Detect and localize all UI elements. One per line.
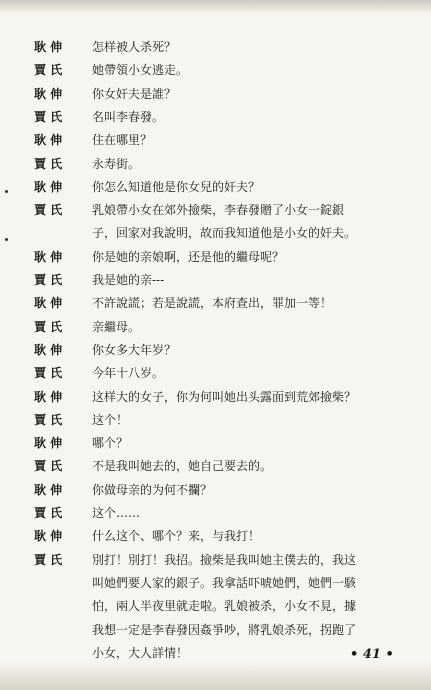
margin-dot (5, 190, 8, 193)
speech-text: 我是她的亲--- (92, 273, 165, 287)
speech-text: 乳娘帶小女在郊外撿柴，李春發贈了小女一錠銀 (92, 203, 345, 218)
scan-bottom-edge (0, 662, 431, 690)
dialogue-line (0, 128, 431, 152)
speaker-name: 賈 氏 (34, 459, 63, 474)
dialogue-line (0, 361, 431, 385)
speech-text: 你怎么知道他是你女兒的奸夫？ (92, 179, 261, 194)
speech-text: 你女多大年岁？ (92, 342, 177, 357)
speech-text: 永寿街。 (92, 156, 141, 171)
speaker-name: 耿 伸 (34, 179, 63, 194)
speaker-name: 賈 氏 (34, 319, 63, 334)
speech-continuation: 叫她們要人家的銀子。我拿話吓唬她們，她們一駭 (92, 575, 357, 590)
dialogue-line (0, 454, 431, 478)
speech-continuation: 怕，兩人半夜里就走啦。乳娘被杀，小女不見，據 (92, 599, 357, 614)
speaker-name: 耿 伸 (34, 529, 63, 544)
speaker-name: 耿 伸 (34, 436, 63, 451)
speaker-name: 耿 伸 (34, 342, 63, 357)
speaker-name: 耿 伸 (34, 482, 63, 497)
dialogue-line (0, 105, 431, 129)
speech-text: 今年十八岁。 (92, 366, 165, 381)
speaker-name: 賈 氏 (34, 109, 63, 124)
speech-text: 这样大的女子，你为何叫她出头露面到荒郊撿柴？ (92, 389, 357, 404)
speech-text: 不是我叫她去的，她自己要去的。 (92, 459, 273, 474)
dialogue-line (0, 431, 431, 455)
speech-text: 你女奸夫是誰？ (92, 86, 177, 101)
speech-continuation: 子，回家对我說明，故而我知道他是小女的奸夫。 (92, 226, 357, 241)
dialogue-line (0, 408, 431, 432)
dialogue-line (0, 385, 431, 409)
speaker-name: 賈 氏 (34, 273, 63, 287)
dialogue-line (0, 571, 431, 595)
speaker-name: 耿 伸 (34, 389, 63, 404)
speech-text: 这个…… (92, 506, 141, 520)
dialogue-line (0, 618, 431, 642)
speaker-name: 耿 伸 (34, 40, 63, 54)
dialogue-line (0, 338, 431, 362)
dialogue-line (0, 548, 431, 572)
speech-text: 你做母亲的为何不攔？ (92, 482, 213, 497)
speaker-name: 賈 氏 (34, 156, 63, 171)
speech-text: 不許說謊；若是說謊，本府查出，罪加一等！ (92, 296, 333, 311)
speaker-name: 耿 伸 (34, 133, 63, 148)
dialogue-line (0, 152, 431, 176)
dialogue-line (0, 594, 431, 618)
dialogue-line (0, 501, 431, 525)
dialogue-line (0, 291, 431, 315)
speech-continuation: 我想一定是李春發因姦爭吵，將乳娘杀死，拐跑了 (92, 622, 357, 637)
dialogue-line (0, 175, 431, 199)
speaker-name: 賈 氏 (34, 412, 63, 427)
speech-text: 別打！別打！我招。撿柴是我叫她主僕去的，我这 (92, 552, 357, 567)
dialogue-line (0, 478, 431, 502)
speech-text: 住在哪里？ (92, 133, 153, 148)
dialogue-line (0, 245, 431, 269)
dialogue-line (0, 58, 431, 82)
speech-text: 哪个？ (92, 436, 129, 451)
speaker-name: 賈 氏 (34, 203, 63, 218)
speech-text: 你是她的亲娘啊，还是他的繼母呢？ (92, 249, 285, 264)
dialogue-line (0, 82, 431, 106)
dialogue-line (0, 221, 431, 245)
speaker-name: 賈 氏 (34, 552, 63, 567)
speaker-name: 耿 伸 (34, 86, 63, 101)
dialogue-line (0, 524, 431, 548)
speech-text: 亲繼母。 (92, 319, 141, 334)
speech-text: 什么这个、哪个？来，与我打！ (92, 529, 261, 544)
speech-text: 这个！ (92, 412, 129, 427)
dialogue-line (0, 198, 431, 222)
margin-dot (5, 238, 8, 241)
dialogue-line (0, 268, 431, 292)
speaker-name: 賈 氏 (34, 506, 63, 520)
speech-continuation: 小女，大人詳情！ (92, 645, 189, 660)
speech-text: 怎样被人杀死？ (92, 40, 177, 54)
page-number: • 41 • (350, 647, 394, 662)
speaker-name: 耿 伸 (34, 296, 63, 311)
speaker-name: 賈 氏 (34, 63, 63, 78)
speech-text: 名叫李春發。 (92, 109, 165, 124)
dialogue-line (0, 315, 431, 339)
speaker-name: 耿 伸 (34, 249, 63, 264)
speaker-name: 賈 氏 (34, 366, 63, 381)
scan-top-edge (0, 0, 431, 14)
speech-text: 她帶領小女逃走。 (92, 63, 189, 78)
dialogue-line (0, 35, 431, 59)
